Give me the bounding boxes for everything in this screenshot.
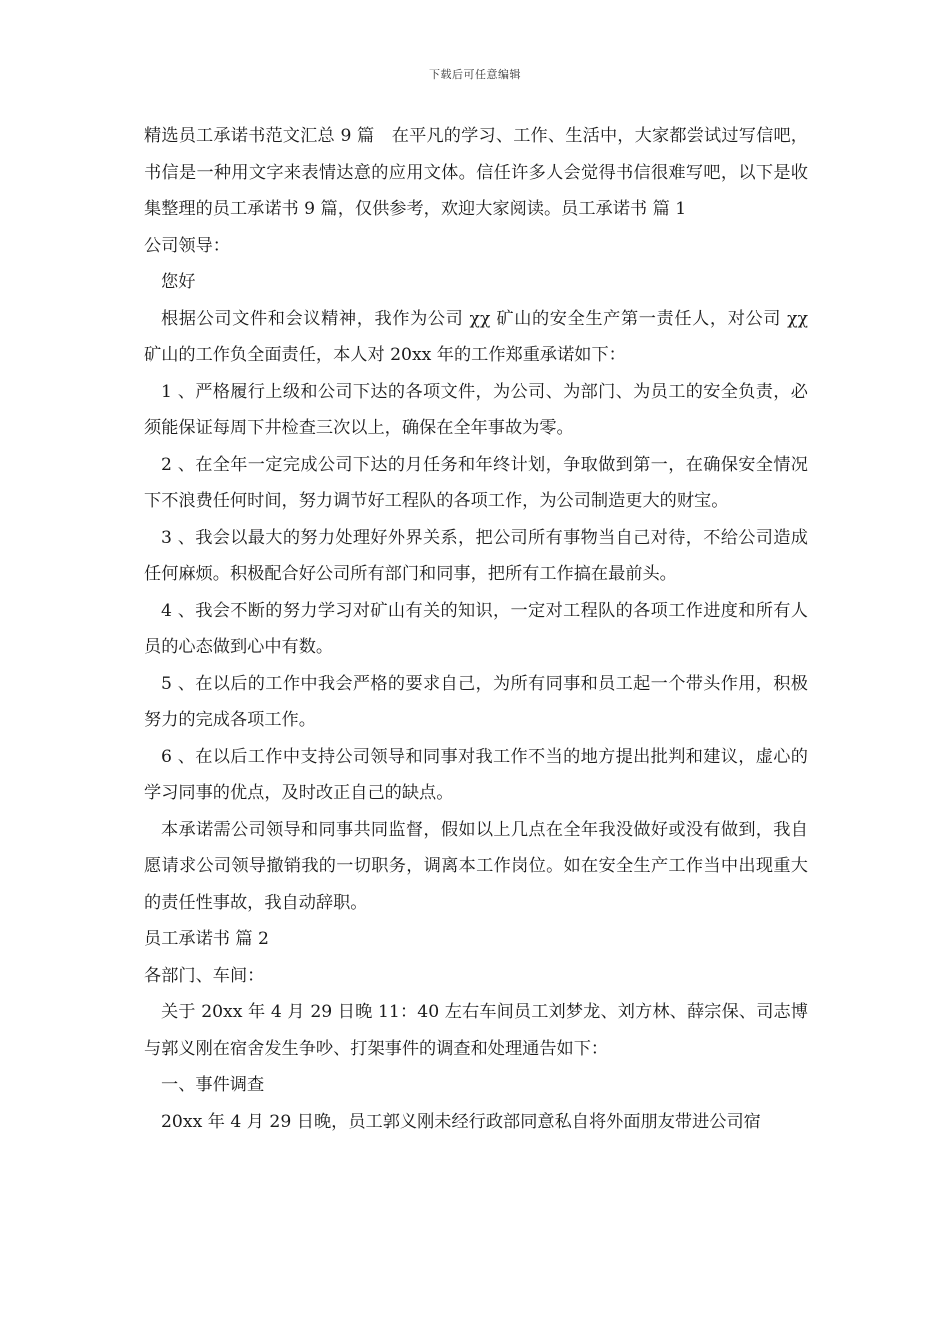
paragraph: 各部门、车间： [144,965,265,986]
paragraph: 关于 20xx 年 4 月 29 日晚 11：40 左右车间员工刘梦龙、刘方林、薛宗保、司志博与郭义刚在宿舍发生争吵、打架事件的调查和处理通告如下： [144,1002,808,1059]
paragraph: 一、事件调查 [161,1075,265,1095]
paragraph: 4 、我会不断的努力学习对矿山有关的知识，一定对工程队的各项工作进度和所有人员的心态做到心中有数。 [144,600,808,657]
paragraph: 精选员工承诺书范文汇总 9 篇 在平凡的学习、工作、生活中，大家都尝试过写信吧，书信是一种用文字来表情达意的应用文体。信任许多人会觉得书信很难写吧，以下是收集整理的员工承诺书 9 篇，仅供参考，欢迎大家阅读。员工承诺书 篇 1 [144,126,808,219]
paragraph: 根据公司文件和会议精神，我作为公司 χχ 矿山的安全生产第一责任人，对公司 χχ 矿山的工作负全面责任，本人对 20xx 年的工作郑重承诺如下： [144,308,808,365]
paragraph: 5 、在以后的工作中我会严格的要求自己，为所有同事和员工起一个带头作用，积极努力的完成各项工作。 [144,673,808,730]
paragraph: 您好 [161,272,196,292]
document-body [144,118,808,1140]
page-header: 下载后可任意编辑 [429,68,521,81]
paragraph: 6 、在以后工作中支持公司领导和同事对我工作不当的地方提出批判和建议，虚心的学习同事的优点，及时改正自己的缺点。 [144,746,808,803]
paragraph: 员工承诺书 篇 2 [144,929,269,949]
paragraph: 本承诺需公司领导和同事共同监督，假如以上几点在全年我没做好或没有做到，我自愿请求公司领导撤销我的一切职务，调离本工作岗位。如在安全生产工作当中出现重大的责任性事故，我自动辞职。 [144,819,808,913]
paragraph: 20xx 年 4 月 29 日晚，员工郭义刚未经行政部同意私自将外面朋友带进公司宿 [161,1111,761,1132]
paragraph: 3 、我会以最大的努力处理好外界关系，把公司所有事物当自己对待，不给公司造成任何麻烦。积极配合好公司所有部门和同事，把所有工作搞在最前头。 [144,527,808,584]
paragraph: 2 、在全年一定完成公司下达的月任务和年终计划，争取做到第一，在确保安全情况下不浪费任何时间，努力调节好工程队的各项工作，为公司制造更大的财宝。 [144,454,808,511]
paragraph: 公司领导： [144,235,230,256]
paragraph: 1 、严格履行上级和公司下达的各项文件，为公司、为部门、为员工的安全负责，必须能保证每周下井检查三次以上，确保在全年事故为零。 [144,381,808,438]
